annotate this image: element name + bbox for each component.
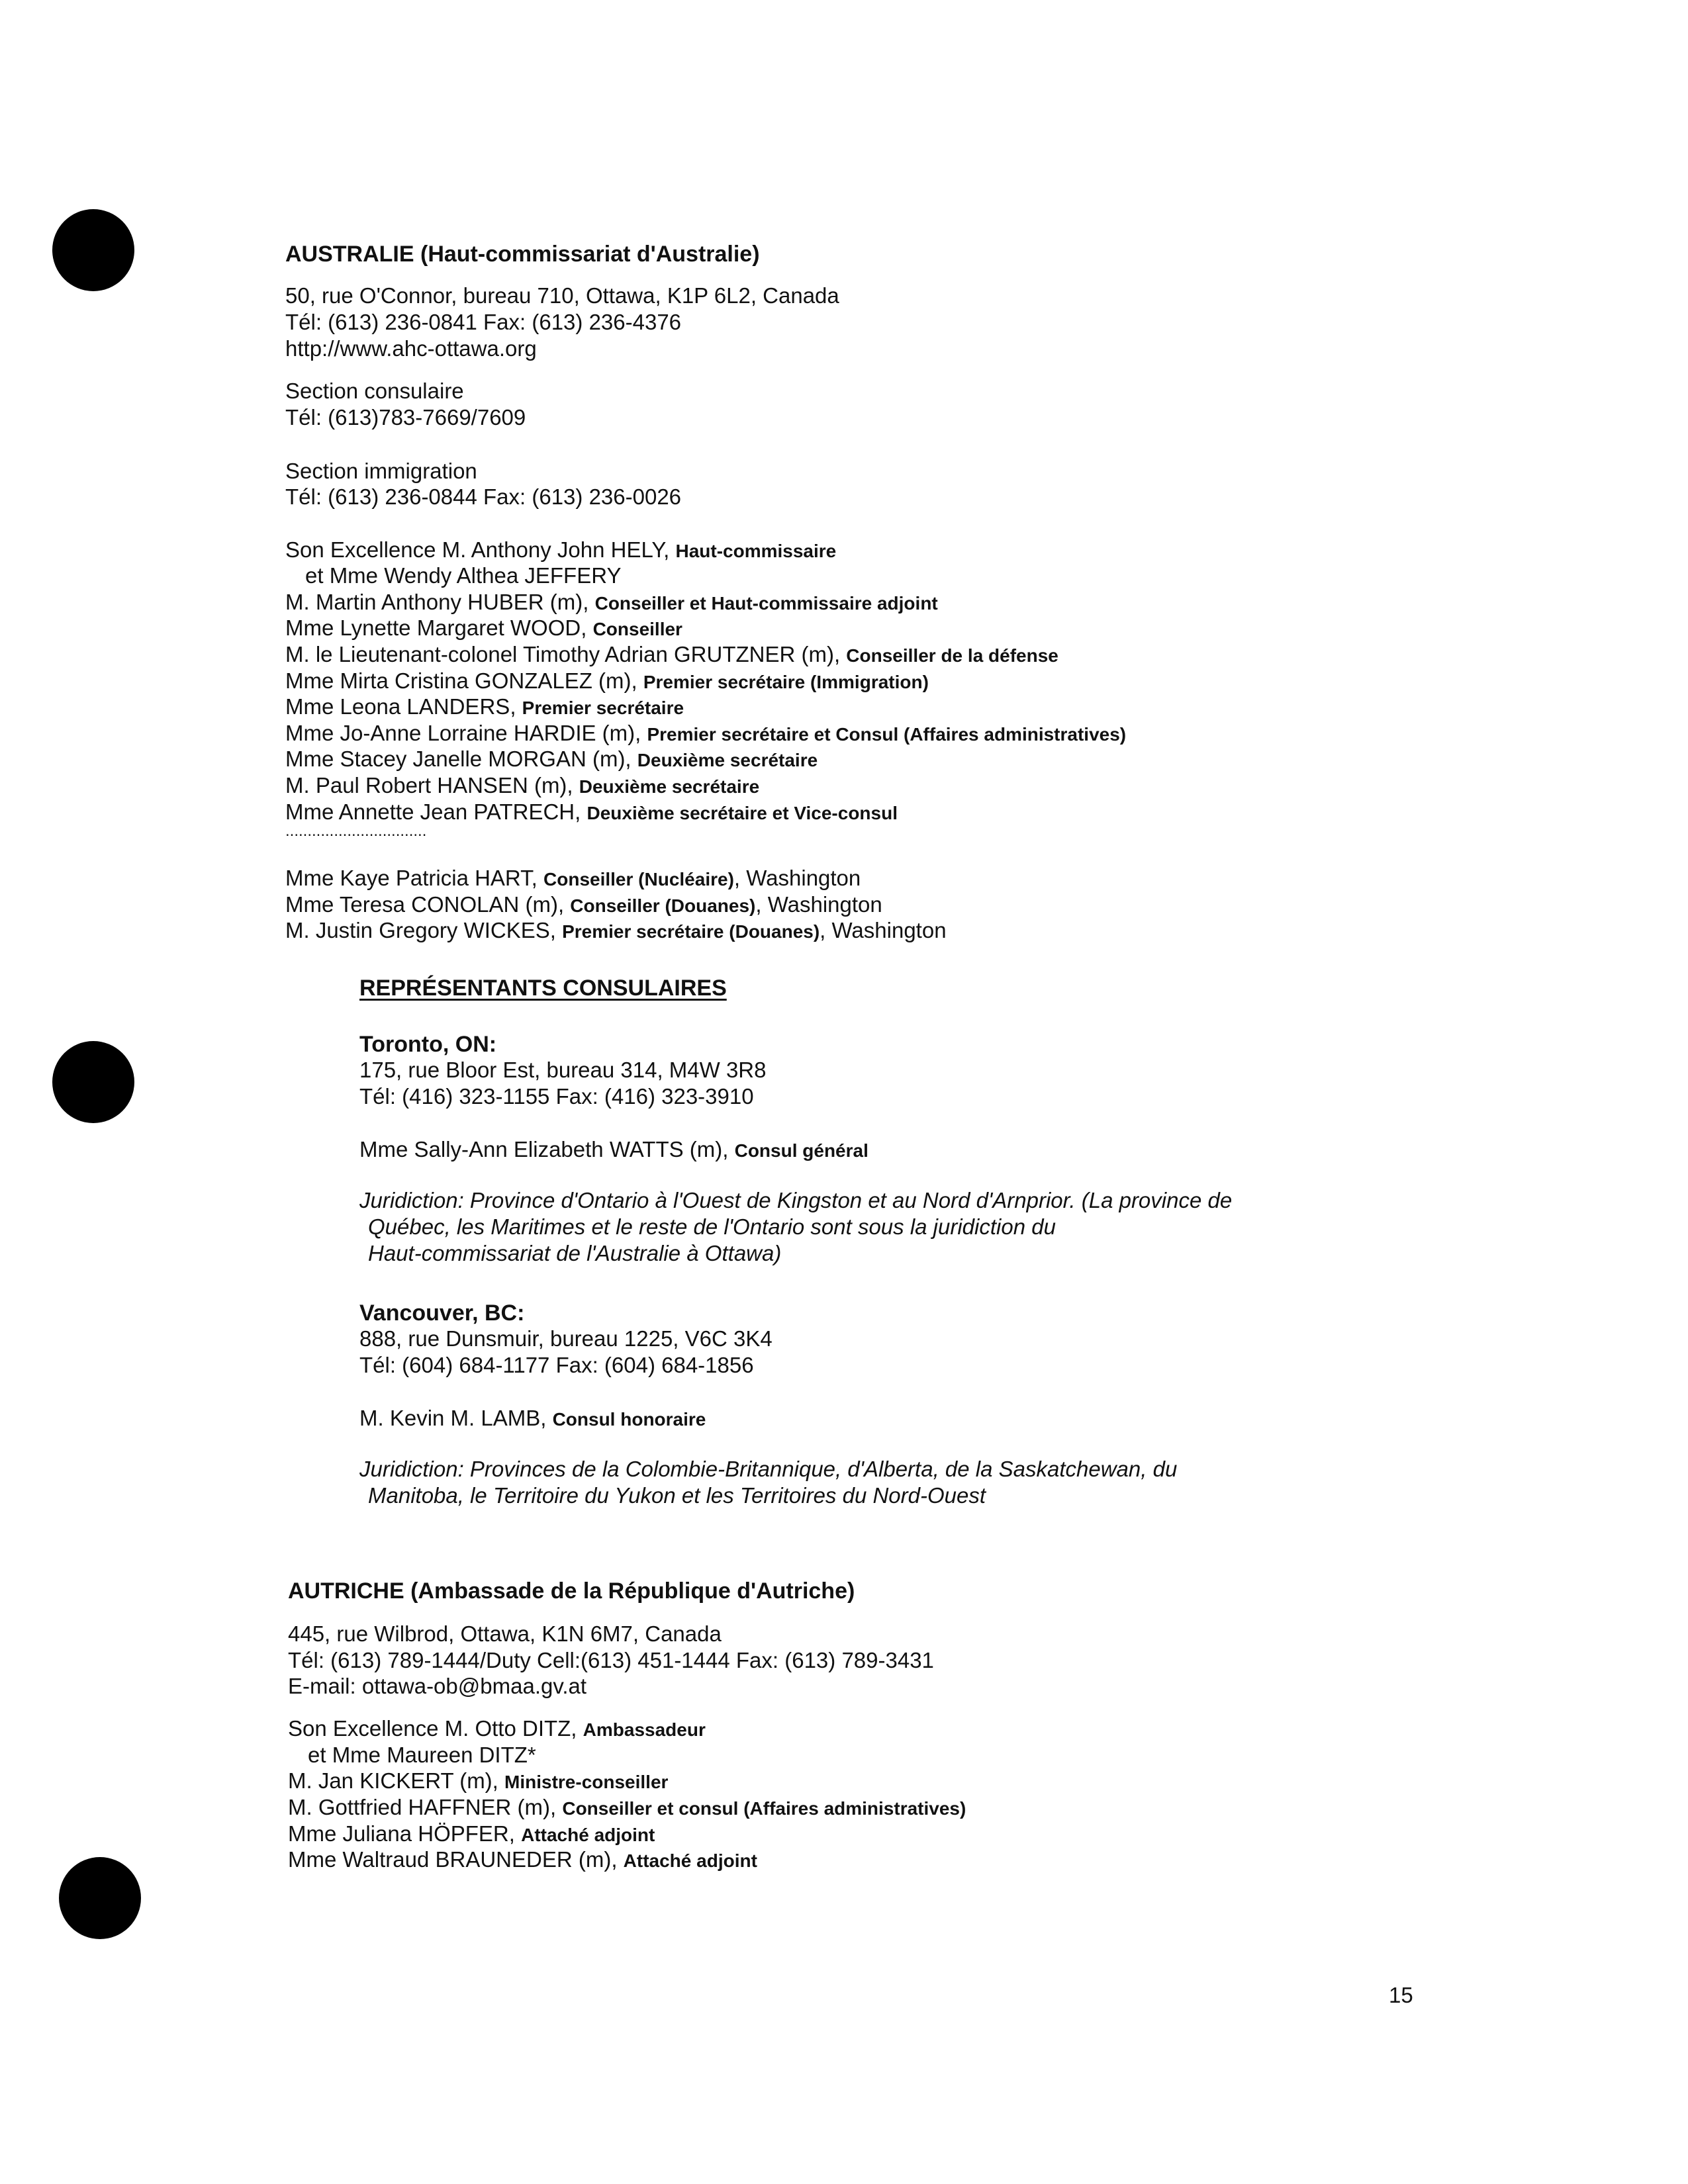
staff-name: Mme Kaye Patricia HART, bbox=[285, 866, 544, 890]
staff-name: M. le Lieutenant-colonel Timothy Adrian GRUTZNER (m), bbox=[285, 642, 847, 666]
staff-title: Premier secrétaire (Immigration) bbox=[643, 672, 929, 692]
consular-representatives-heading: REPRÉSENTANTS CONSULAIRES bbox=[359, 976, 727, 1001]
washington-staff-entry bbox=[285, 867, 861, 889]
staff-name: et Mme Wendy Althea JEFFERY bbox=[305, 563, 622, 588]
staff-name: Mme Annette Jean PATRECH, bbox=[285, 799, 587, 824]
australia-website-link[interactable]: http://www.ahc-ottawa.org bbox=[285, 336, 537, 361]
australia-heading: AUSTRALIE (Haut-commissariat d'Australie) bbox=[285, 242, 760, 267]
staff-title: Conseiller de la défense bbox=[846, 645, 1058, 666]
staff-name: M. Justin Gregory WICKES, bbox=[285, 918, 563, 942]
toronto-city: Toronto, ON: bbox=[359, 1032, 497, 1057]
staff-title: Conseiller et consul (Affaires administratives) bbox=[562, 1798, 966, 1819]
staff-name: Mme Lynette Margaret WOOD, bbox=[285, 615, 593, 640]
staff-title: Conseiller et Haut-commissaire adjoint bbox=[594, 593, 938, 614]
staff-entry bbox=[288, 1717, 706, 1739]
toronto-jurisdiction-line: Juridiction: Province d'Ontario à l'Ouest de Kingston et au Nord d'Arnprior. (La province de bbox=[359, 1188, 1233, 1212]
staff-name: Mme Teresa CONOLAN (m), bbox=[285, 892, 571, 917]
austria-heading: AUTRICHE (Ambassade de la République d'Autriche) bbox=[288, 1578, 855, 1604]
staff-entry bbox=[288, 1848, 757, 1870]
vancouver-phone: Tél: (604) 684-1177 Fax: (604) 684-1856 bbox=[359, 1353, 754, 1377]
staff-title: Deuxième secrétaire bbox=[637, 750, 818, 770]
staff-name: Mme Leona LANDERS, bbox=[285, 694, 522, 719]
staff-title: Conseiller (Nucléaire) bbox=[543, 869, 734, 889]
austria-email-link[interactable]: E-mail: ottawa-ob@bmaa.gv.at bbox=[288, 1674, 587, 1698]
staff-entry bbox=[285, 617, 682, 639]
punch-hole-middle bbox=[52, 1041, 134, 1123]
vancouver-jurisdiction-line: Manitoba, le Territoire du Yukon et les Territoires du Nord-Ouest bbox=[368, 1483, 986, 1508]
vancouver-address: 888, rue Dunsmuir, bureau 1225, V6C 3K4 bbox=[359, 1326, 773, 1351]
punch-hole-bottom bbox=[59, 1857, 141, 1939]
staff-name: M. Kevin M. LAMB, bbox=[359, 1406, 553, 1430]
staff-entry bbox=[285, 774, 759, 796]
consular-section-label: Section consulaire bbox=[285, 379, 464, 403]
vancouver-consul bbox=[359, 1407, 706, 1429]
staff-title: Consul honoraire bbox=[552, 1409, 706, 1430]
toronto-address: 175, rue Bloor Est, bureau 314, M4W 3R8 bbox=[359, 1058, 767, 1082]
staff-title: Attaché adjoint bbox=[521, 1825, 655, 1845]
staff-entry bbox=[285, 801, 898, 823]
washington-staff-entry bbox=[285, 893, 882, 915]
staff-entry bbox=[288, 1823, 655, 1844]
staff-name: Mme Juliana HÖPFER, bbox=[288, 1821, 522, 1846]
staff-name: Mme Waltraud BRAUNEDER (m), bbox=[288, 1847, 624, 1872]
staff-entry bbox=[308, 1744, 536, 1766]
staff-entry bbox=[285, 643, 1058, 665]
australia-address: 50, rue O'Connor, bureau 710, Ottawa, K1P 6L2, Canada bbox=[285, 283, 839, 308]
staff-name: M. Paul Robert HANSEN (m), bbox=[285, 773, 579, 797]
staff-title: Consul général bbox=[734, 1140, 868, 1161]
staff-title: Premier secrétaire et Consul (Affaires administratives) bbox=[647, 724, 1127, 745]
vancouver-jurisdiction-line: Juridiction: Provinces de la Colombie-Britannique, d'Alberta, de la Saskatchewan, du bbox=[359, 1457, 1178, 1481]
staff-name: M. Gottfried HAFFNER (m), bbox=[288, 1795, 563, 1819]
immigration-section-phone: Tél: (613) 236-0844 Fax: (613) 236-0026 bbox=[285, 484, 682, 509]
toronto-consul bbox=[359, 1138, 868, 1160]
punch-hole-top bbox=[52, 209, 134, 291]
australia-phone: Tél: (613) 236-0841 Fax: (613) 236-4376 bbox=[285, 310, 682, 334]
staff-name: M. Martin Anthony HUBER (m), bbox=[285, 590, 595, 614]
page-number: 15 bbox=[1389, 1983, 1413, 2007]
staff-city: , Washington bbox=[820, 918, 947, 942]
staff-title: Deuxième secrétaire et Vice-consul bbox=[586, 803, 898, 823]
staff-name: M. Jan KICKERT (m), bbox=[288, 1768, 505, 1793]
toronto-jurisdiction-line: Québec, les Maritimes et le reste de l'Ontario sont sous la juridiction du bbox=[368, 1214, 1056, 1239]
staff-entry bbox=[305, 565, 621, 586]
staff-entry bbox=[285, 591, 938, 613]
staff-title: Conseiller bbox=[592, 619, 682, 639]
staff-entry bbox=[285, 539, 836, 561]
austria-address: 445, rue Wilbrod, Ottawa, K1N 6M7, Canada bbox=[288, 1621, 722, 1646]
staff-title: Conseiller (Douanes) bbox=[570, 895, 756, 916]
staff-entry bbox=[285, 696, 684, 717]
staff-title: Premier secrétaire (Douanes) bbox=[562, 921, 820, 942]
staff-entry bbox=[288, 1770, 668, 1792]
staff-name: Mme Sally-Ann Elizabeth WATTS (m), bbox=[359, 1137, 735, 1161]
staff-name: Mme Stacey Janelle MORGAN (m), bbox=[285, 747, 637, 771]
toronto-phone: Tél: (416) 323-1155 Fax: (416) 323-3910 bbox=[359, 1084, 754, 1109]
staff-name: Mme Mirta Cristina GONZALEZ (m), bbox=[285, 668, 643, 693]
staff-title: Haut-commissaire bbox=[675, 541, 837, 561]
toronto-jurisdiction-line: Haut-commissariat de l'Australie à Ottawa) bbox=[368, 1241, 782, 1265]
staff-title: Attaché adjoint bbox=[623, 1850, 757, 1871]
dotted-separator: ................................ bbox=[285, 822, 427, 840]
staff-entry bbox=[288, 1796, 966, 1818]
staff-entry bbox=[285, 748, 818, 770]
staff-name: Mme Jo-Anne Lorraine HARDIE (m), bbox=[285, 721, 647, 745]
staff-title: Premier secrétaire bbox=[522, 698, 684, 718]
staff-title: Ministre-conseiller bbox=[504, 1772, 669, 1792]
austria-phone: Tél: (613) 789-1444/Duty Cell:(613) 451-1444 Fax: (613) 789-3431 bbox=[288, 1648, 934, 1672]
staff-entry bbox=[285, 670, 929, 692]
staff-name: Son Excellence M. Anthony John HELY, bbox=[285, 537, 676, 562]
immigration-section-label: Section immigration bbox=[285, 459, 477, 483]
washington-staff-entry bbox=[285, 919, 947, 941]
staff-title: Deuxième secrétaire bbox=[579, 776, 760, 797]
staff-title: Ambassadeur bbox=[583, 1719, 706, 1740]
consular-section-phone: Tél: (613)783-7669/7609 bbox=[285, 405, 526, 430]
staff-name: Son Excellence M. Otto DITZ, bbox=[288, 1716, 583, 1741]
staff-entry bbox=[285, 722, 1126, 744]
vancouver-city: Vancouver, BC: bbox=[359, 1300, 525, 1326]
staff-city: , Washington bbox=[755, 892, 882, 917]
staff-city: , Washington bbox=[733, 866, 861, 890]
staff-name: et Mme Maureen DITZ* bbox=[308, 1743, 536, 1767]
